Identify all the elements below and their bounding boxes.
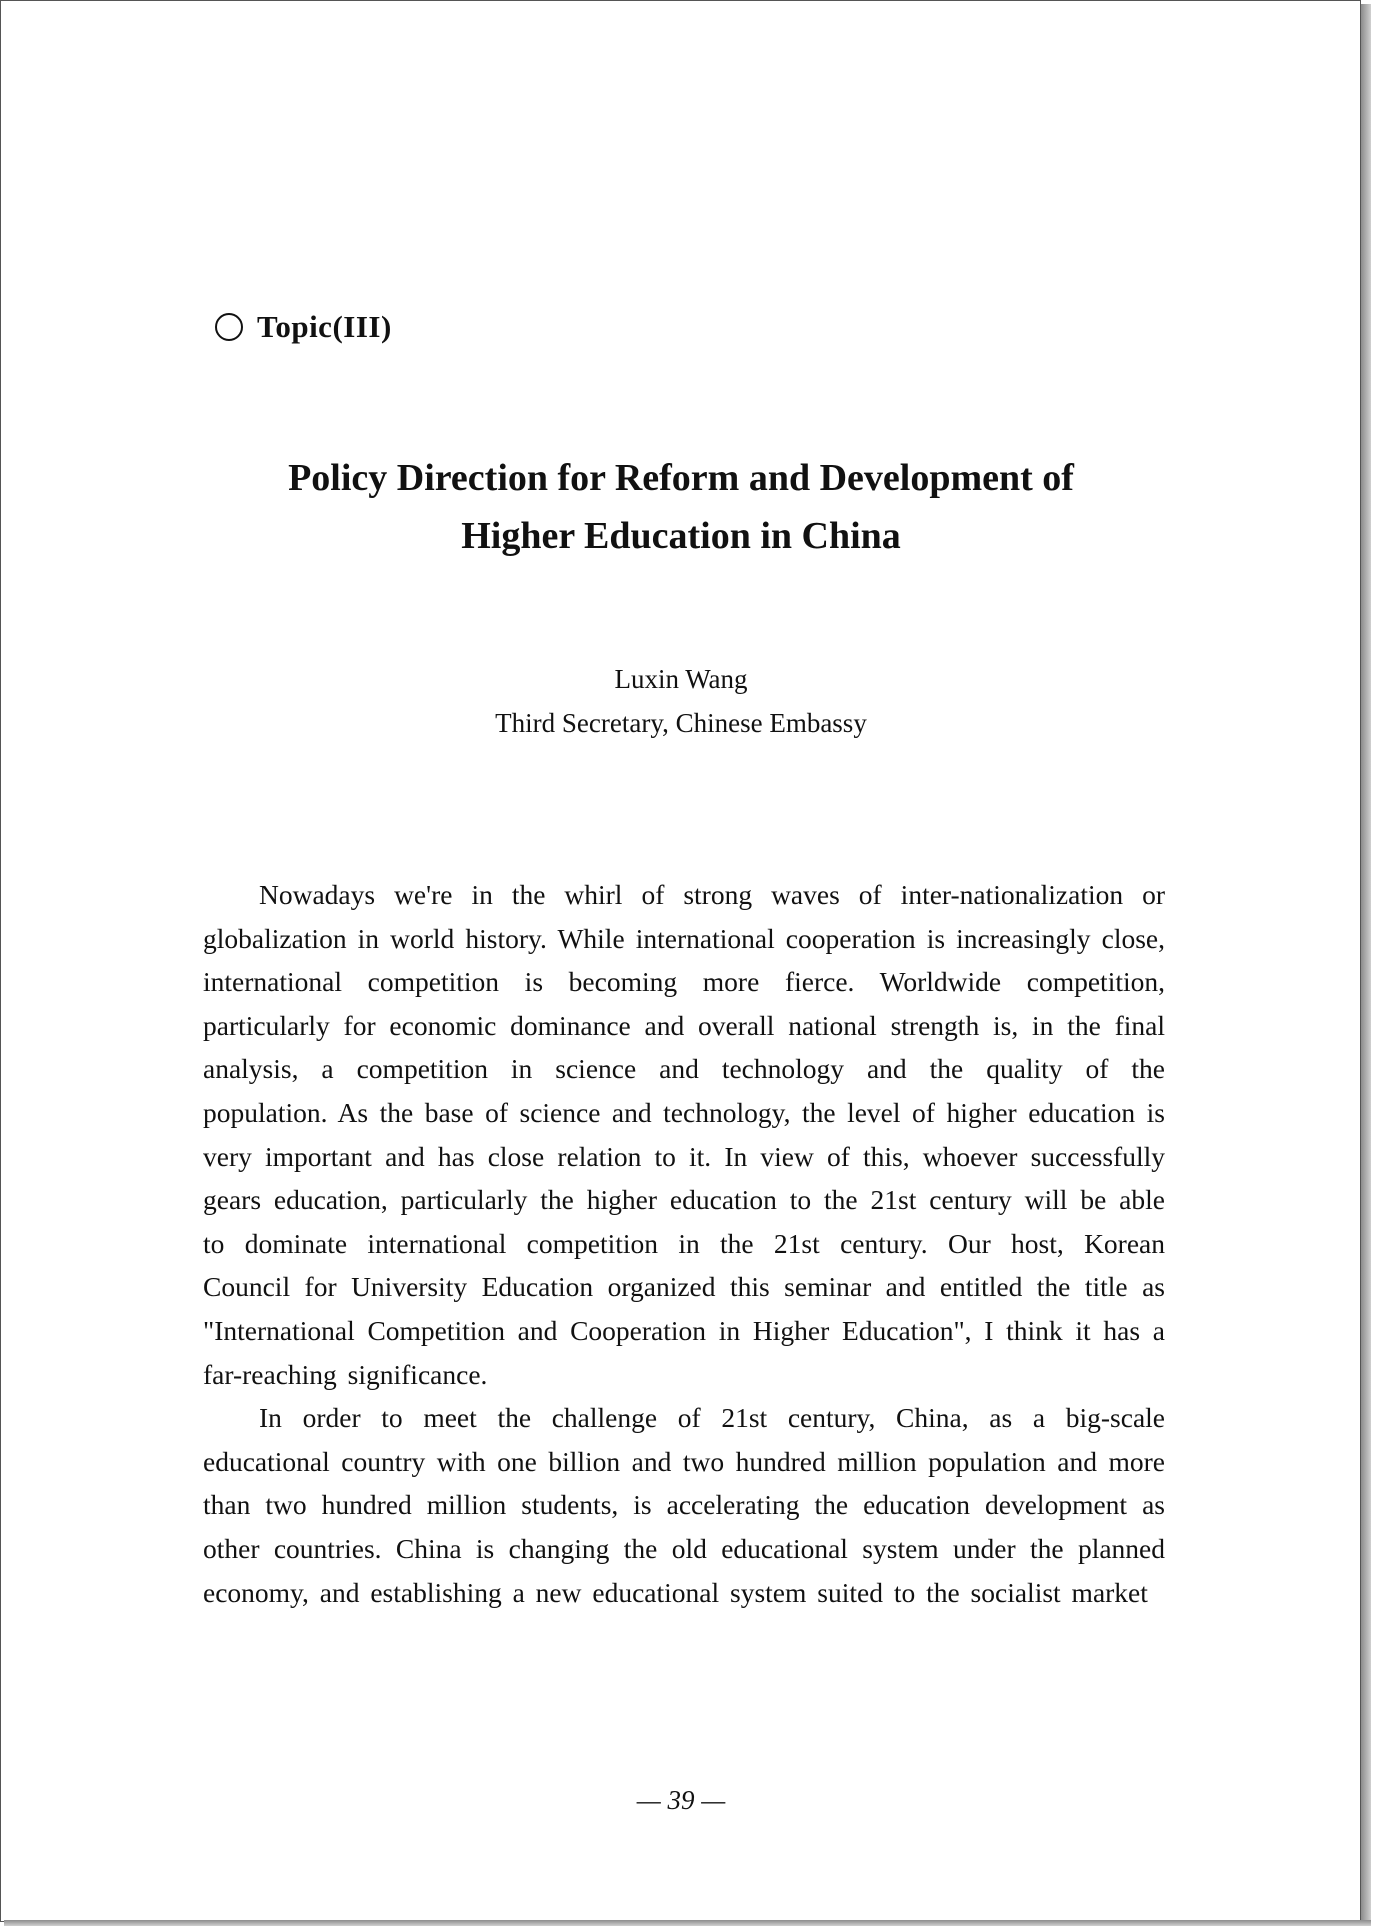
- document-title: [201, 449, 1161, 565]
- paragraph: In order to meet the challenge of 21st century, China, as a big-scale educational country with one billion and two hundred million population and more than two hundred million students, is accelerating the education development as other countries. China is changing the old educational system under the planned economy, and establishing a new educational system suited to the socialist market: [203, 1402, 1165, 1608]
- title-line-2: Higher Education in China: [461, 515, 901, 557]
- author-name: Luxin Wang: [614, 664, 748, 694]
- topic-label: Topic(III): [257, 309, 392, 344]
- topic-heading: [215, 309, 392, 345]
- page-number: — 39 —: [636, 1785, 726, 1815]
- title-line-1: Policy Direction for Reform and Development of: [288, 457, 1074, 499]
- paragraph: Nowadays we're in the whirl of strong waves of inter-nationalization or globalization in world history. While international cooperation is increasingly close, international competition is becoming more fierce. Worldwide competition, particularly for economic dominance and overall national strength is, in the final analysis, a competition in science and technology and the quality of the population. As the base of science and technology, the level of higher education is very important and has close relation to it. In view of this, whoever successfully gears education, particularly the higher education to the 21st century will be able to dominate international competition in the 21st century. Our host, Korean Council for University Education organized this seminar and entitled the title as "International Competition and Cooperation in Higher Education", I think it has a far-reaching significance.: [203, 879, 1165, 1390]
- body-text: [203, 873, 1165, 1614]
- author-affiliation: Third Secretary, Chinese Embassy: [495, 708, 867, 738]
- page-shadow-right: [1361, 4, 1371, 1924]
- page-shadow-bottom: [4, 1920, 1371, 1926]
- circle-icon: [215, 313, 243, 341]
- author-block: [201, 657, 1161, 745]
